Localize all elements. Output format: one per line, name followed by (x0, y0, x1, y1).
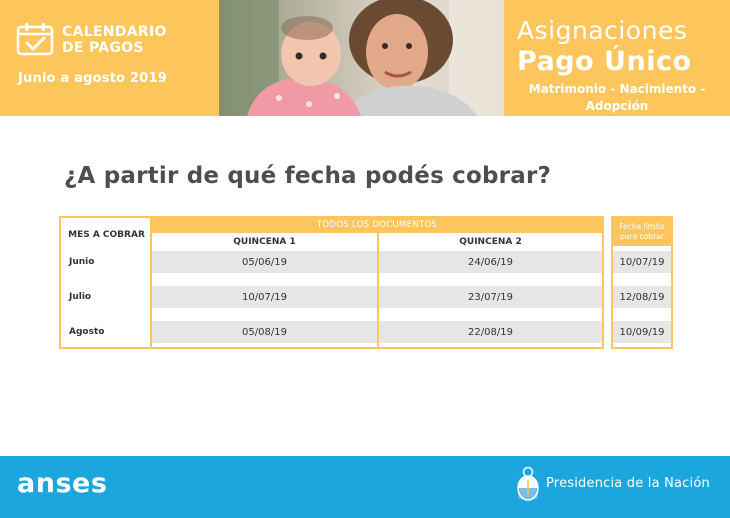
deadline-header-line1: Fecha límite (619, 222, 665, 231)
calendar-title-line2: DE PAGOS (62, 40, 144, 56)
quincena1-cell: 05/06/19 (242, 257, 287, 268)
deadline-cell: 10/09/19 (613, 321, 671, 343)
mes-cell: Junio (69, 257, 95, 267)
presidencia-label: Presidencia de la Nación (546, 476, 710, 491)
table-row (61, 321, 602, 343)
calendar-title (62, 24, 167, 56)
mes-cell: Agosto (69, 327, 105, 337)
types-line1: Matrimonio - Nacimiento - (528, 82, 706, 96)
types-line2: Adopción (585, 99, 649, 113)
period-label: Junio a agosto 2019 (18, 71, 167, 86)
calendar-title-line1: CALENDARIO (62, 24, 167, 40)
quincena2-cell: 22/08/19 (468, 327, 513, 338)
quincena1-cell: 05/08/19 (242, 327, 287, 338)
mother-baby-photo (219, 0, 504, 116)
quincena1-header: QUINCENA 1 (233, 237, 296, 247)
deadline-header (613, 218, 671, 246)
deadline-table (611, 216, 673, 349)
footer-bar (0, 456, 730, 518)
page-title: ¿A partir de qué fecha podés cobrar? (64, 163, 552, 189)
quincena2-cell: 23/07/19 (468, 292, 513, 303)
calendar-panel (0, 0, 219, 116)
mes-header: MES A COBRAR (68, 230, 145, 240)
table-row (61, 286, 602, 308)
todos-documentos-header: TODOS LOS DOCUMENTOS (152, 218, 602, 233)
deadline-header-line2: para cobrar (620, 232, 664, 241)
header-banner (0, 0, 730, 118)
asignacion-types (504, 81, 730, 115)
deadline-cell: 12/08/19 (613, 286, 671, 308)
mes-cell: Julio (69, 292, 92, 302)
quincena-divider (377, 233, 379, 347)
payment-table (59, 216, 604, 349)
quincena2-header: QUINCENA 2 (459, 237, 522, 247)
quincena2-cell: 24/06/19 (468, 257, 513, 268)
calendar-check-icon (16, 22, 54, 56)
table-row (61, 251, 602, 273)
asignaciones-panel (504, 0, 730, 116)
pago-unico-title: Pago Único (517, 46, 692, 77)
anses-logo: anses (17, 468, 108, 499)
asignaciones-title: Asignaciones (517, 16, 688, 45)
quincena1-cell: 10/07/19 (242, 292, 287, 303)
deadline-cell: 10/07/19 (613, 251, 671, 273)
photo-illustration (219, 0, 504, 116)
coat-of-arms-icon (515, 466, 541, 502)
